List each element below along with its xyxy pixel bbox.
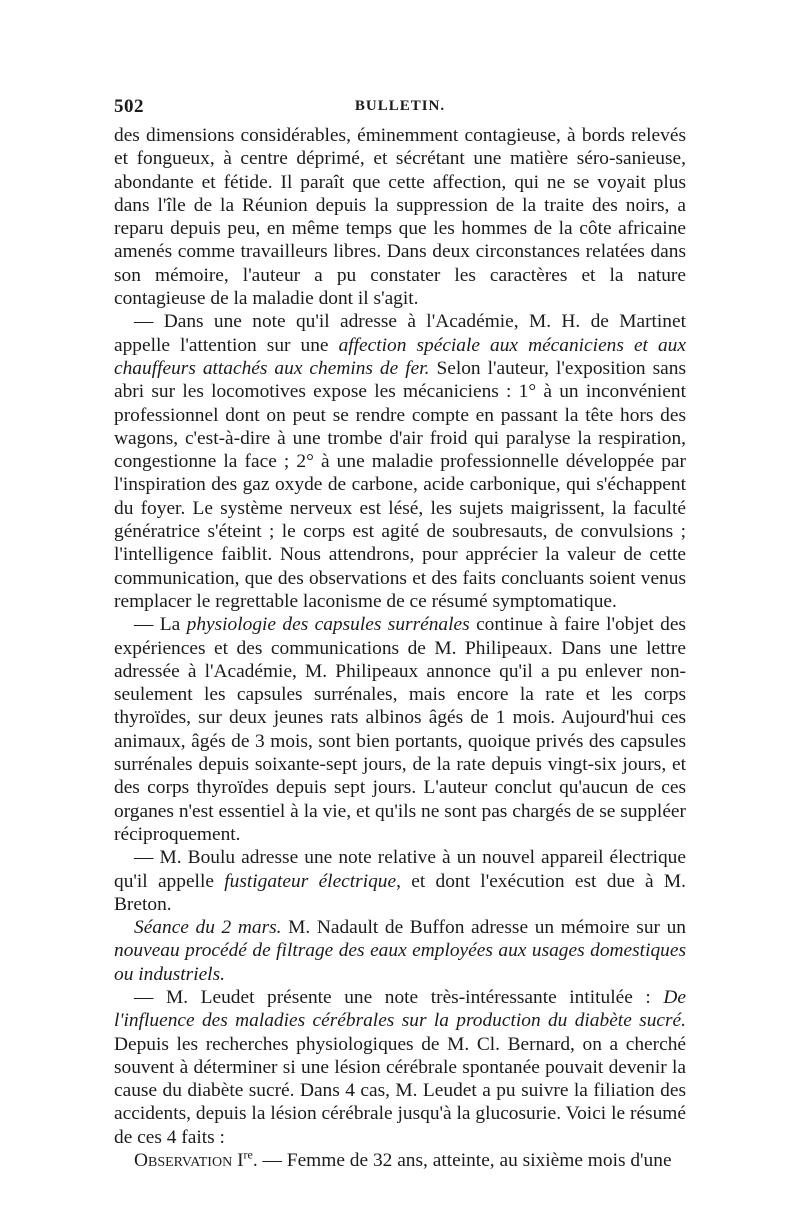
boulu-intro: — M. Boulu adresse une note relative à un nouvel appareil électrique qu'il appelle xyxy=(114,847,686,892)
martinet-title: affection spéciale aux mécaniciens et aux chauffeurs attachés aux chemins de fer. xyxy=(114,334,686,379)
boulu-device: fustigateur électrique xyxy=(224,870,397,892)
book-page xyxy=(114,96,686,1172)
paragraph-contagious-affection: des dimensions considérables, éminemment contagieuse, à bords relevés et fongueux, à centre déprimé, et sécrétant une matière séro-sanieuse, abondante et fétide. Il paraît que cette affection, qui ne se voyait plus dans l'île de la Réunion depuis la suppression de la traite des noirs, a reparu depuis peu, en même temps que les hommes de la côte africaine amenés comme travailleurs libres. Dans deux circonstances relatées dans son mémoire, l'auteur a pu constater les caractères et la nature contagieuse de la maladie dont il s'agit. xyxy=(114,125,686,310)
paragraph-boulu xyxy=(114,846,686,916)
philipeaux-title: physiologie des capsules surrénales xyxy=(186,614,470,636)
martinet-body: Selon l'auteur, l'exposition sans abri sur les locomotives expose les mécaniciens : 1° à un inconvénient professionnel dont on peut se rendre compte en passant la tête hors des wagons, c'est-à-dire à une trombe d'air froid qui paralyse la respiration, congestionne la face ; 2° à une maladie professionnelle développée par l'inspiration des gaz oxyde de carbone, acide carbonique, qui s'échappent du foyer. Le système nerveux est lésé, les sujets maigrissent, la faculté génératrice s'éteint ; le corps est agité de soubresauts, de convulsions ; l'intelligence faiblit. Nous attendrons, pour apprécier la valeur de cette communication, que des observations et des faits concluants soient venus remplacer le regrettable laconisme de ce résumé symptomatique. xyxy=(114,357,687,612)
page-number: 502 xyxy=(114,96,144,117)
seance-title: nouveau procédé de filtrage des eaux employées aux usages domestiques ou industriels. xyxy=(114,940,686,985)
leudet-intro: — M. Leudet présente une note très-intéressante intitulée : xyxy=(134,986,651,1008)
observation-number: I xyxy=(237,1150,244,1172)
philipeaux-body: continue à faire l'objet des expériences et des communications de M. Philipeaux. Dans une lettre adressée à l'Académie, M. Philipeaux annonce qu'il a pu enlever non-seulement les capsules surrénales, mais encore la rate et les corps thyroïdes, sur deux jeunes rats albinos âgés de 1 mois. Aujourd'hui ces animaux, âgés de 3 mois, sont bien portants, quoique privés des capsules surrénales depuis soixante-sept jours, de la rate depuis vingt-six jours, et des corps thyroïdes depuis sept jours. L'auteur conclut qu'aucun de ces organes n'est essentiel à la vie, et qu'ils ne sont pas chargés de se suppléer réciproquement. xyxy=(114,614,686,845)
leudet-body: Depuis les recherches physiologiques de M. Cl. Bernard, on a cherché souvent à déterminer si une lésion cérébrale spontanée pouvait devenir la cause du diabète sucré. Dans 4 cas, M. Leudet a pu suivre la filiation des accidents, depuis la lésion cérébrale jusqu'à la glucosurie. Voici le résumé de ces 4 faits : xyxy=(114,1033,686,1148)
paragraph-leudet xyxy=(114,986,686,1149)
observation-label: Observation xyxy=(134,1150,233,1172)
leudet-title: De l'influence des maladies cérébrales sur la production du diabète sucré. xyxy=(114,986,686,1032)
paragraph-seance xyxy=(114,916,686,986)
philipeaux-intro: — La xyxy=(134,614,181,636)
boulu-body: , et dont l'exécution est due à M. Breton. xyxy=(114,870,686,915)
page-header xyxy=(114,96,686,124)
paragraph-philipeaux xyxy=(114,613,686,846)
seance-date: Séance du 2 mars. xyxy=(134,917,282,939)
paragraph-observation xyxy=(114,1149,686,1172)
observation-body: . — Femme de 32 ans, atteinte, au sixième mois d'une xyxy=(252,1150,672,1172)
observation-number-suffix: re xyxy=(243,1147,253,1162)
seance-body: M. Nadault de Buffon adresse un mémoire sur un xyxy=(288,917,686,939)
martinet-intro: — Dans une note qu'il adresse à l'Académie, M. H. de Martinet appelle l'attention sur une xyxy=(114,311,686,356)
running-head: BULLETIN. xyxy=(354,98,446,114)
body-text xyxy=(114,124,686,1172)
paragraph-martinet xyxy=(114,310,686,613)
